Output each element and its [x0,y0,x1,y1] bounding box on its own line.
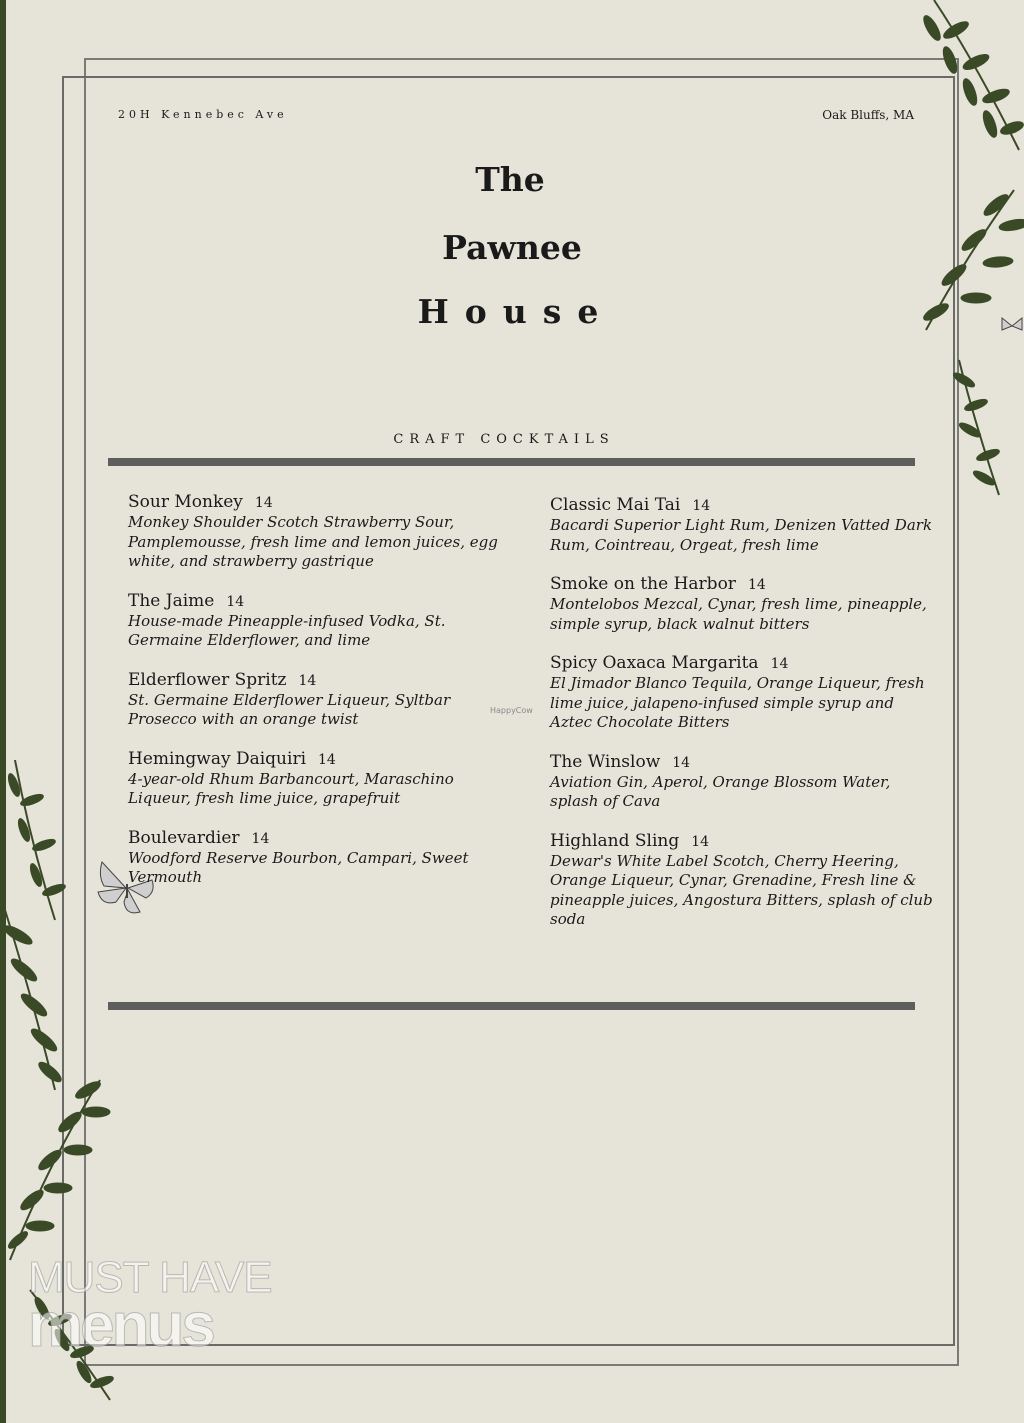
menu-item [550,653,940,733]
menu-item-description: Aviation Gin, Aperol, Orange Blossom Water, splash of Cava [550,772,891,810]
menu-item-name: Elderflower Spritz [128,669,287,690]
musthavemenus-watermark [28,1253,272,1360]
menu-item-price: 14 [318,751,336,768]
menu-item-description: El Jimador Blanco Tequila, Orange Liqueur, fresh lime juice, jalapeno-infused simple syrup and Aztec Chocolate Bitters [550,674,925,731]
menu-item [550,574,940,634]
menu-item-title [550,574,940,595]
menu-item [550,495,940,555]
menu-item-price: 14 [692,498,711,514]
menu-item-description: 4-year-old Rhum Barbancourt, Maraschino Liqueur, fresh lime juice, grapefruit [128,769,454,807]
menu-item [128,749,518,809]
town-address: Oak Bluffs, MA [822,108,914,122]
menu-item-description: Woodford Reserve Bourbon, Campari, Sweet Vermouth [128,848,469,886]
divider-bottom [108,1002,915,1010]
menu-item-price: 14 [254,495,273,511]
menu-item-title [550,495,940,516]
menu-item-price: 14 [251,830,270,847]
menu-item-price: 14 [770,656,789,672]
menu-item-price: 14 [747,577,766,593]
menu-item-price: 14 [691,833,710,850]
menu-item-title [550,831,940,852]
menu-item [550,831,940,930]
watermark-line1: MUST HAVE [28,1253,272,1302]
menu-item-description: Monkey Shoulder Scotch Strawberry Sour, Pamplemousse, fresh lime and lemon juices, egg white, and strawberry gastrique [128,513,498,570]
menu-item [128,492,518,572]
menu-item-title [128,492,518,513]
cocktail-list-left [128,492,518,907]
menu-item-title [128,828,518,849]
restaurant-title-line3: House [417,292,615,331]
menu-item-title [128,749,518,770]
happycow-watermark: HappyCow [490,706,533,715]
menu-item [128,670,518,730]
menu-item-price: 14 [226,593,245,610]
menu-item-description: Bacardi Superior Light Rum, Denizen Vatted Dark Rum, Cointreau, Orgeat, fresh lime [550,516,933,554]
menu-item-name: Boulevardier [128,827,240,848]
menu-item-title [128,591,518,612]
menu-item [128,591,518,651]
cocktail-list-right [550,495,940,949]
menu-item-name: Hemingway Daiquiri [128,748,307,769]
menu-item-name: Sour Monkey [128,492,243,512]
menu-item-description: St. Germaine Elderflower Liqueur, Syltbar Prosecco with an orange twist [128,690,451,728]
restaurant-title-line1: The [475,160,545,199]
menu-item-title [550,752,940,773]
watermark-line2: menus [28,1290,213,1360]
menu-item-name: The Jaime [128,590,215,611]
section-title: CRAFT COCKTAILS [393,432,615,447]
menu-item-name: Spicy Oaxaca Margarita [550,653,759,673]
menu-item-price: 14 [298,672,317,689]
menu-item-description: Montelobos Mezcal, Cynar, fresh lime, pineapple, simple syrup, black walnut bitters [550,595,927,633]
menu-item-name: Highland Sling [550,830,680,851]
divider-top [108,458,915,466]
menu-item-name: The Winslow [550,751,661,772]
menu-item-price: 14 [672,754,691,771]
menu-item [550,752,940,812]
menu-item-name: Classic Mai Tai [550,495,681,515]
menu-item-name: Smoke on the Harbor [550,574,736,594]
menu-item-title [550,653,940,674]
menu-item [128,828,518,888]
menu-item-description: Dewar's White Label Scotch, Cherry Heering, Orange Liqueur, Cynar, Grenadine, Fresh line & pineapple juices, Angostura Bitters, splash of club soda [550,851,933,928]
menu-item-description: House-made Pineapple-infused Vodka, St. Germaine Elderflower, and lime [128,611,446,649]
restaurant-title-line2: Pawnee [442,228,582,267]
menu-item-title [128,670,518,691]
street-address: 20H Kennebec Ave [118,108,288,121]
